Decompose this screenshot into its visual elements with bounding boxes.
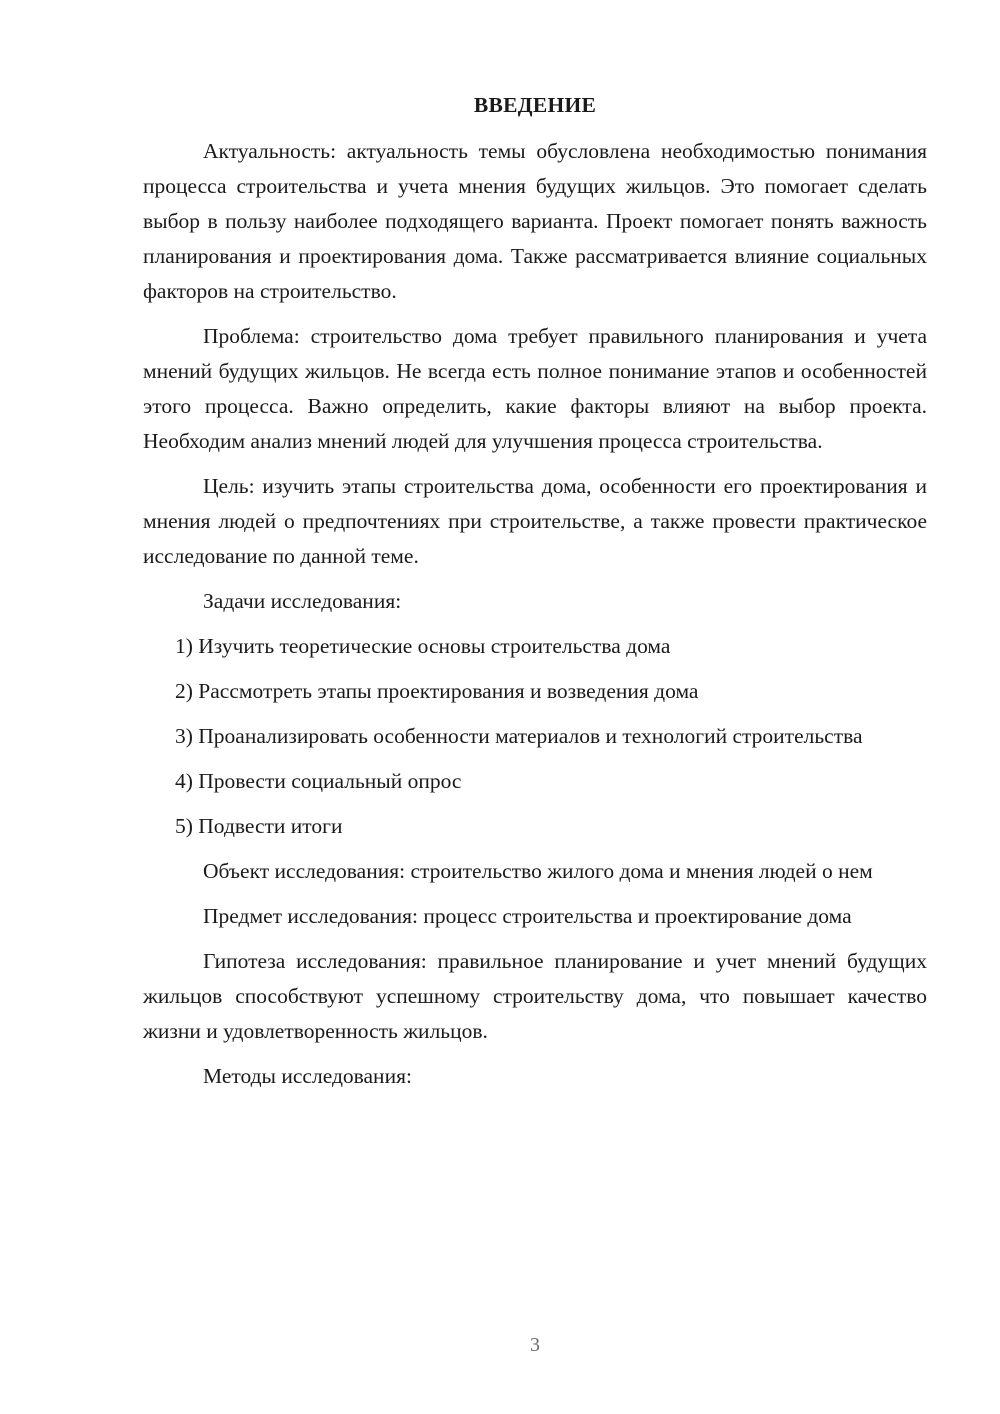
list-item: 1) Изучить теоретические основы строительства дома <box>175 634 671 658</box>
paragraph-relevance: Актуальность: актуальность темы обусловлена необходимостью понимания процесса строительства и учета мнения будущих жильцов. Это помогает сделать выбор в пользу наиболее подходящего варианта. Проект помогает понять важность планирования и проектирования дома. Также рассматривается влияние социальных факторов на строительство. <box>143 139 927 303</box>
document-body <box>143 93 927 1104</box>
list-item: 2) Рассмотреть этапы проектирования и возведения дома <box>175 679 699 703</box>
list-item: 5) Подвести итоги <box>175 814 343 838</box>
paragraph-methods: Методы исследования: <box>203 1064 412 1088</box>
paragraph-hypothesis: Гипотеза исследования: правильное планирование и учет мнений будущих жильцов способствуют успешному строительству дома, что повышает качество жизни и удовлетворенность жильцов. <box>143 949 927 1043</box>
paragraph-subject: Предмет исследования: процесс строительства и проектирование дома <box>203 904 852 928</box>
paragraph-problem: Проблема: строительство дома требует правильного планирования и учета мнений будущих жильцов. Не всегда есть полное понимание этапов и особенностей этого процесса. Важно определить, какие факторы влияют на выбор проекта. Необходим анализ мнений людей для улучшения процесса строительства. <box>143 324 927 453</box>
tasks-list <box>143 629 927 844</box>
list-item: 3) Проанализировать особенности материалов и технологий строительства <box>175 724 863 748</box>
paragraph-tasks-intro: Задачи исследования: <box>203 589 402 613</box>
paragraph-goal: Цель: изучить этапы строительства дома, особенности его проектирования и мнения людей о предпочтениях при строительстве, а также провести практическое исследование по данной теме. <box>143 474 927 568</box>
paragraph-object: Объект исследования: строительство жилого дома и мнения людей о нем <box>203 859 873 883</box>
list-item: 4) Провести социальный опрос <box>175 769 462 793</box>
section-heading: ВВЕДЕНИЕ <box>473 93 597 117</box>
page-number: 3 <box>530 1334 540 1356</box>
